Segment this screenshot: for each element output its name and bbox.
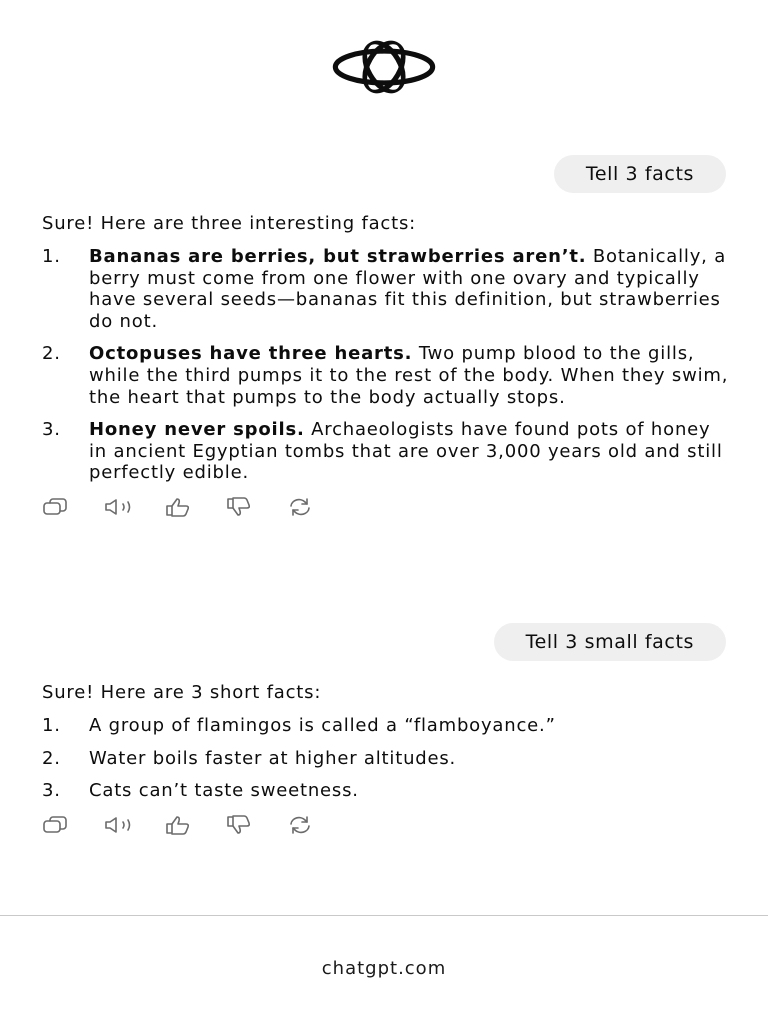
read-aloud-icon — [103, 497, 137, 517]
facts-list — [42, 715, 732, 802]
list-item — [42, 343, 732, 408]
fact-text: Archaeologists have found pots of honey in ancient Egyptian tombs that are over 3,000 years old and still perfectly edible. — [89, 419, 723, 484]
thumbs-down-button[interactable] — [225, 495, 286, 519]
regenerate-button[interactable] — [286, 495, 347, 519]
list-number: 2. — [42, 747, 61, 769]
list-number: 2. — [42, 343, 61, 365]
list-item — [42, 419, 732, 484]
regenerate-icon — [286, 815, 316, 835]
thumbs-up-button[interactable] — [164, 495, 225, 519]
fact-heading: Honey never spoils. — [89, 419, 305, 441]
user-message-text: Tell 3 small facts — [525, 631, 694, 653]
copy-button[interactable] — [42, 813, 103, 837]
list-item — [42, 780, 732, 802]
message-actions — [42, 813, 732, 837]
assistant-intro: Sure! Here are three interesting facts: — [42, 213, 417, 234]
assistant-intro: Sure! Here are 3 short facts: — [42, 682, 322, 703]
copy-button[interactable] — [42, 495, 103, 519]
thumbs-down-icon — [225, 497, 255, 517]
fact-text: Two pump blood to the gills, while the third pumps it to the rest of the body. When they swim, the heart that pumps to the body actually stops. — [89, 343, 729, 408]
fact-text: Botanically, a berry must come from one flower with one ovary and typically have several seeds—bananas fit this definition, but strawberries do not. — [89, 246, 727, 332]
list-number: 1. — [42, 715, 61, 736]
fact-text: Cats can’t taste sweetness. — [89, 780, 359, 802]
thumbs-down-icon — [225, 815, 255, 835]
fact-heading: Octopuses have three hearts. — [89, 343, 413, 365]
facts-list — [42, 246, 732, 484]
list-number: 1. — [42, 246, 61, 267]
list-number: 3. — [42, 419, 61, 441]
list-number: 3. — [42, 780, 61, 802]
footer-divider — [0, 915, 768, 916]
regenerate-icon — [286, 497, 316, 517]
site-domain: chatgpt.com — [321, 958, 447, 979]
user-message-bubble — [494, 623, 726, 661]
message-actions — [42, 495, 732, 519]
thumbs-up-icon — [164, 815, 194, 835]
list-item — [42, 715, 732, 737]
read-aloud-button[interactable] — [103, 813, 164, 837]
regenerate-button[interactable] — [286, 813, 347, 837]
user-message-bubble — [554, 155, 726, 193]
fact-heading: Bananas are berries, but strawberries aren’t. — [89, 246, 587, 267]
thumbs-up-icon — [164, 497, 194, 517]
assistant-message — [42, 682, 732, 837]
thumbs-up-button[interactable] — [164, 813, 225, 837]
openai-logo-icon — [324, 38, 444, 96]
copy-icon — [42, 815, 72, 835]
list-item — [42, 246, 732, 332]
list-item — [42, 748, 732, 770]
fact-text: A group of flamingos is called a “flamboyance.” — [89, 715, 556, 736]
user-message-text: Tell 3 facts — [585, 163, 694, 185]
read-aloud-icon — [103, 815, 137, 835]
read-aloud-button[interactable] — [103, 495, 164, 519]
thumbs-down-button[interactable] — [225, 813, 286, 837]
assistant-message — [42, 213, 732, 519]
fact-text: Water boils faster at higher altitudes. — [89, 747, 457, 769]
copy-icon — [42, 497, 72, 517]
